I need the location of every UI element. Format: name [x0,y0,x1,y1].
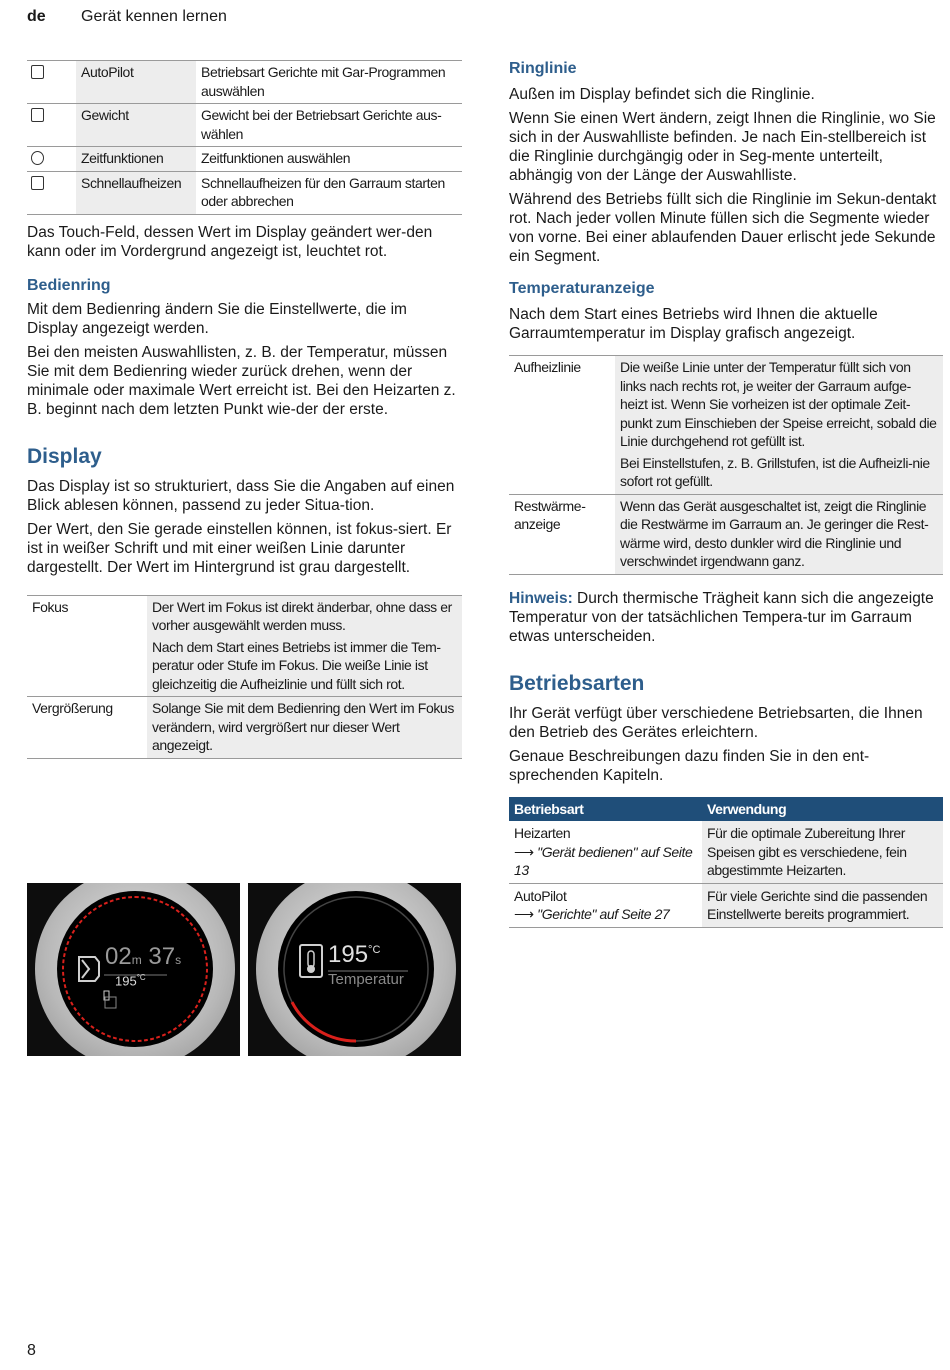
touch-paragraph: Das Touch-Feld, dessen Wert im Display geändert wer-den kann oder im Vordergrund angezeigt ist, leuchtet rot. [27,223,433,260]
mode-name: Heizarten [514,825,571,841]
row-desc [615,356,943,495]
hinweis-text: Durch thermische Trägheit kann sich die angezeigte Temperatur von der tatsächlichen Tempera-tur im Garraum etwas unterscheiden. [509,589,934,645]
language-code: de [27,8,46,25]
row-desc: Gewicht bei der Betriebsart Gerichte aus-wählen [196,104,462,147]
focus-table [27,595,462,759]
table-row [27,171,462,214]
icon-cell [27,171,76,214]
column-header: Verwendung [702,797,943,822]
row-desc: Schnellaufheizen für den Garraum starten oder abbrechen [196,171,462,214]
arrow-icon: ⟶ [514,906,534,922]
xref-text: "Gerät bedienen" auf Seite 13 [514,843,693,878]
right-column [509,60,943,928]
temp-unit: °C [368,944,381,956]
display-p1: Das Display ist so strukturiert, dass Sie die Angaben auf einen Blick ablesen können, passend zu jeder Situa-tion. [27,477,455,514]
row-label: Vergrößerung [27,697,147,759]
row-desc: Wenn das Gerät ausgeschaltet ist, zeigt die Ringlinie die Restwärme im Garraum an. Je geringer die Rest-wärme wird, desto dunkler wird die Ringlinie und verschwindet irgendwann ganz. [615,494,943,574]
row-label: Gewicht [76,104,196,147]
table-row [509,356,943,495]
cross-reference[interactable] [514,843,697,880]
row-desc: Betriebsart Gerichte mit Gar-Programmen auswählen [196,61,462,104]
timer-minutes: 02 [105,943,132,970]
left-column [27,60,462,759]
ringlinie-heading: Ringlinie [509,60,577,77]
page-number: 8 [27,1342,36,1359]
ringlinie-p3: Während des Betriebs füllt sich die Ringlinie im Sekun-dentakt rot. Nach jeder vollen Minute füllen sich die Segmente wieder von vorne. Bei einer ablaufenden Dauer erlischt jede Sekunde ein Segment. [509,191,937,265]
timer-seconds: 37 [148,943,176,970]
column-header: Betriebsart [509,797,702,822]
display-heading: Display [27,444,102,468]
row-label: Aufheizlinie [509,356,615,495]
betriebsarten-p2: Genaue Beschreibungen dazu finden Sie in den ent-sprechenden Kapiteln. [509,747,870,784]
temp-value: 195 [328,941,369,968]
usage-cell: Für die optimale Zubereitung Ihrer Speisen gibt es verschiedene, fein abgestimmte Heizarten. [702,821,943,883]
mode-cell [509,821,702,883]
betriebsarten-heading: Betriebsarten [509,671,645,695]
row-desc [147,595,462,697]
temp-readout-large [328,941,380,969]
hinweis-label: Hinweis: [509,589,573,607]
table-row [509,883,943,927]
temp-unit: °C [136,973,146,982]
seconds-unit: s [175,953,182,967]
table-row [509,494,943,574]
clock-icon [31,151,44,165]
display-photo-timer [27,883,240,1056]
row-desc: Zeitfunktionen auswählen [196,147,462,172]
hinweis-note [509,589,943,646]
bedienring-heading: Bedienring [27,276,111,294]
xref-text: "Gerichte" auf Seite 27 [537,906,670,922]
table-row [27,104,462,147]
temperaturanzeige-p1: Nach dem Start eines Betriebs wird Ihnen die aktuelle Garraumtemperatur im Display grafisch angezeigt. [509,306,878,342]
icon-cell [27,61,76,104]
chapter-title: Gerät kennen lernen [81,8,227,25]
row-label: Fokus [27,595,147,697]
arrow-icon: ⟶ [514,843,534,860]
minutes-unit: m [131,953,142,967]
fast-preheat-icon [31,176,44,190]
page-header [27,8,227,26]
row-label: Zeitfunktionen [76,147,196,172]
table-row [27,147,462,172]
mode-table [509,797,943,928]
usage-cell: Für viele Gerichte sind die passenden Einstellwerte bereits programmiert. [702,883,943,927]
autopilot-icon [31,65,44,79]
temp-value: 195 [115,973,137,989]
desc-line: Bei Einstellstufen, z. B. Grillstufen, ist die Aufheizli-nie sofort rot gefüllt. [620,454,930,489]
display-photo-temperature [248,883,461,1056]
icon-cell [27,104,76,147]
bedienring-p2: Bei den meisten Auswahllisten, z. B. der Temperatur, müssen Sie mit dem Bedienring wieder zurück drehen, wenn der minimale oder maximale Wert erreicht ist. Bei den Heizarten z. B. beginnt nach dem letzten Punkt wie-der der erste. [27,343,456,418]
bedienring-p1: Mit dem Bedienring ändern Sie die Einstellwerte, die im Display angezeigt werden. [27,300,407,337]
touch-field-table [27,60,462,215]
row-label: AutoPilot [76,61,196,104]
display-p2: Der Wert, den Sie gerade einstellen können, ist fokus-siert. Er ist in weißer Schrift und mit einer weißen Linie darunter dargestellt. Der Wert im Hintergrund ist grau dargestellt. [27,520,452,576]
weight-icon [31,108,44,122]
ringlinie-p2: Wenn Sie einen Wert ändern, zeigt Ihnen die Ringlinie, wo Sie sich in der Auswahlliste befinden. Je nach Ein-stellbereich ist die Ringlinie durchgängig oder in Seg-mente unterteilt, abhängig von der Länge der Auswahlliste. [509,110,936,184]
desc-line: Nach dem Start eines Betriebs ist immer die Tem-peratur oder Stufe im Fokus. Die weiße Linie ist gleichzeitig die Aufheizlinie und füllt sich rot. [152,638,441,692]
row-desc: Solange Sie mit dem Bedienring den Wert im Fokus verändern, wird vergrößert nur dieser Wert angezeigt. [147,697,462,759]
table-row [27,697,462,759]
icon-cell [27,147,76,172]
table-row [509,821,943,883]
temperature-table [509,355,943,575]
desc-line: Der Wert im Fokus ist direkt änderbar, ohne dass er vorher ausgewählt werden muss. [152,598,452,633]
row-label: Restwärme-anzeige [509,494,615,574]
mode-cell [509,883,702,927]
cross-reference[interactable] [514,905,697,924]
betriebsarten-p1: Ihr Gerät verfügt über verschiedene Betriebsarten, die Ihnen den Betrieb des Gerätes erleichtern. [509,704,923,741]
mode-name: AutoPilot [514,887,567,904]
table-row [27,61,462,104]
table-header-row [509,797,943,822]
row-label: Schnellaufheizen [76,171,196,214]
temp-readout-small [115,973,146,988]
desc-line: Die weiße Linie unter der Temperatur füllt sich von links nach rechts rot, je weiter der Garraum aufge-heizt ist. Wenn Sie vorheizen ist der optimale Zeit-punkt zum Einschieben der Speise erreicht, sobald die Linie durchgehend rot gefüllt ist. [620,359,937,449]
table-row [27,595,462,697]
timer-readout [105,943,181,971]
ringlinie-p1: Außen im Display befindet sich die Ringlinie. [509,86,815,103]
ring-line-heating [248,883,461,1056]
temp-label: Temperatur [328,971,404,988]
temperaturanzeige-heading: Temperaturanzeige [509,280,655,297]
